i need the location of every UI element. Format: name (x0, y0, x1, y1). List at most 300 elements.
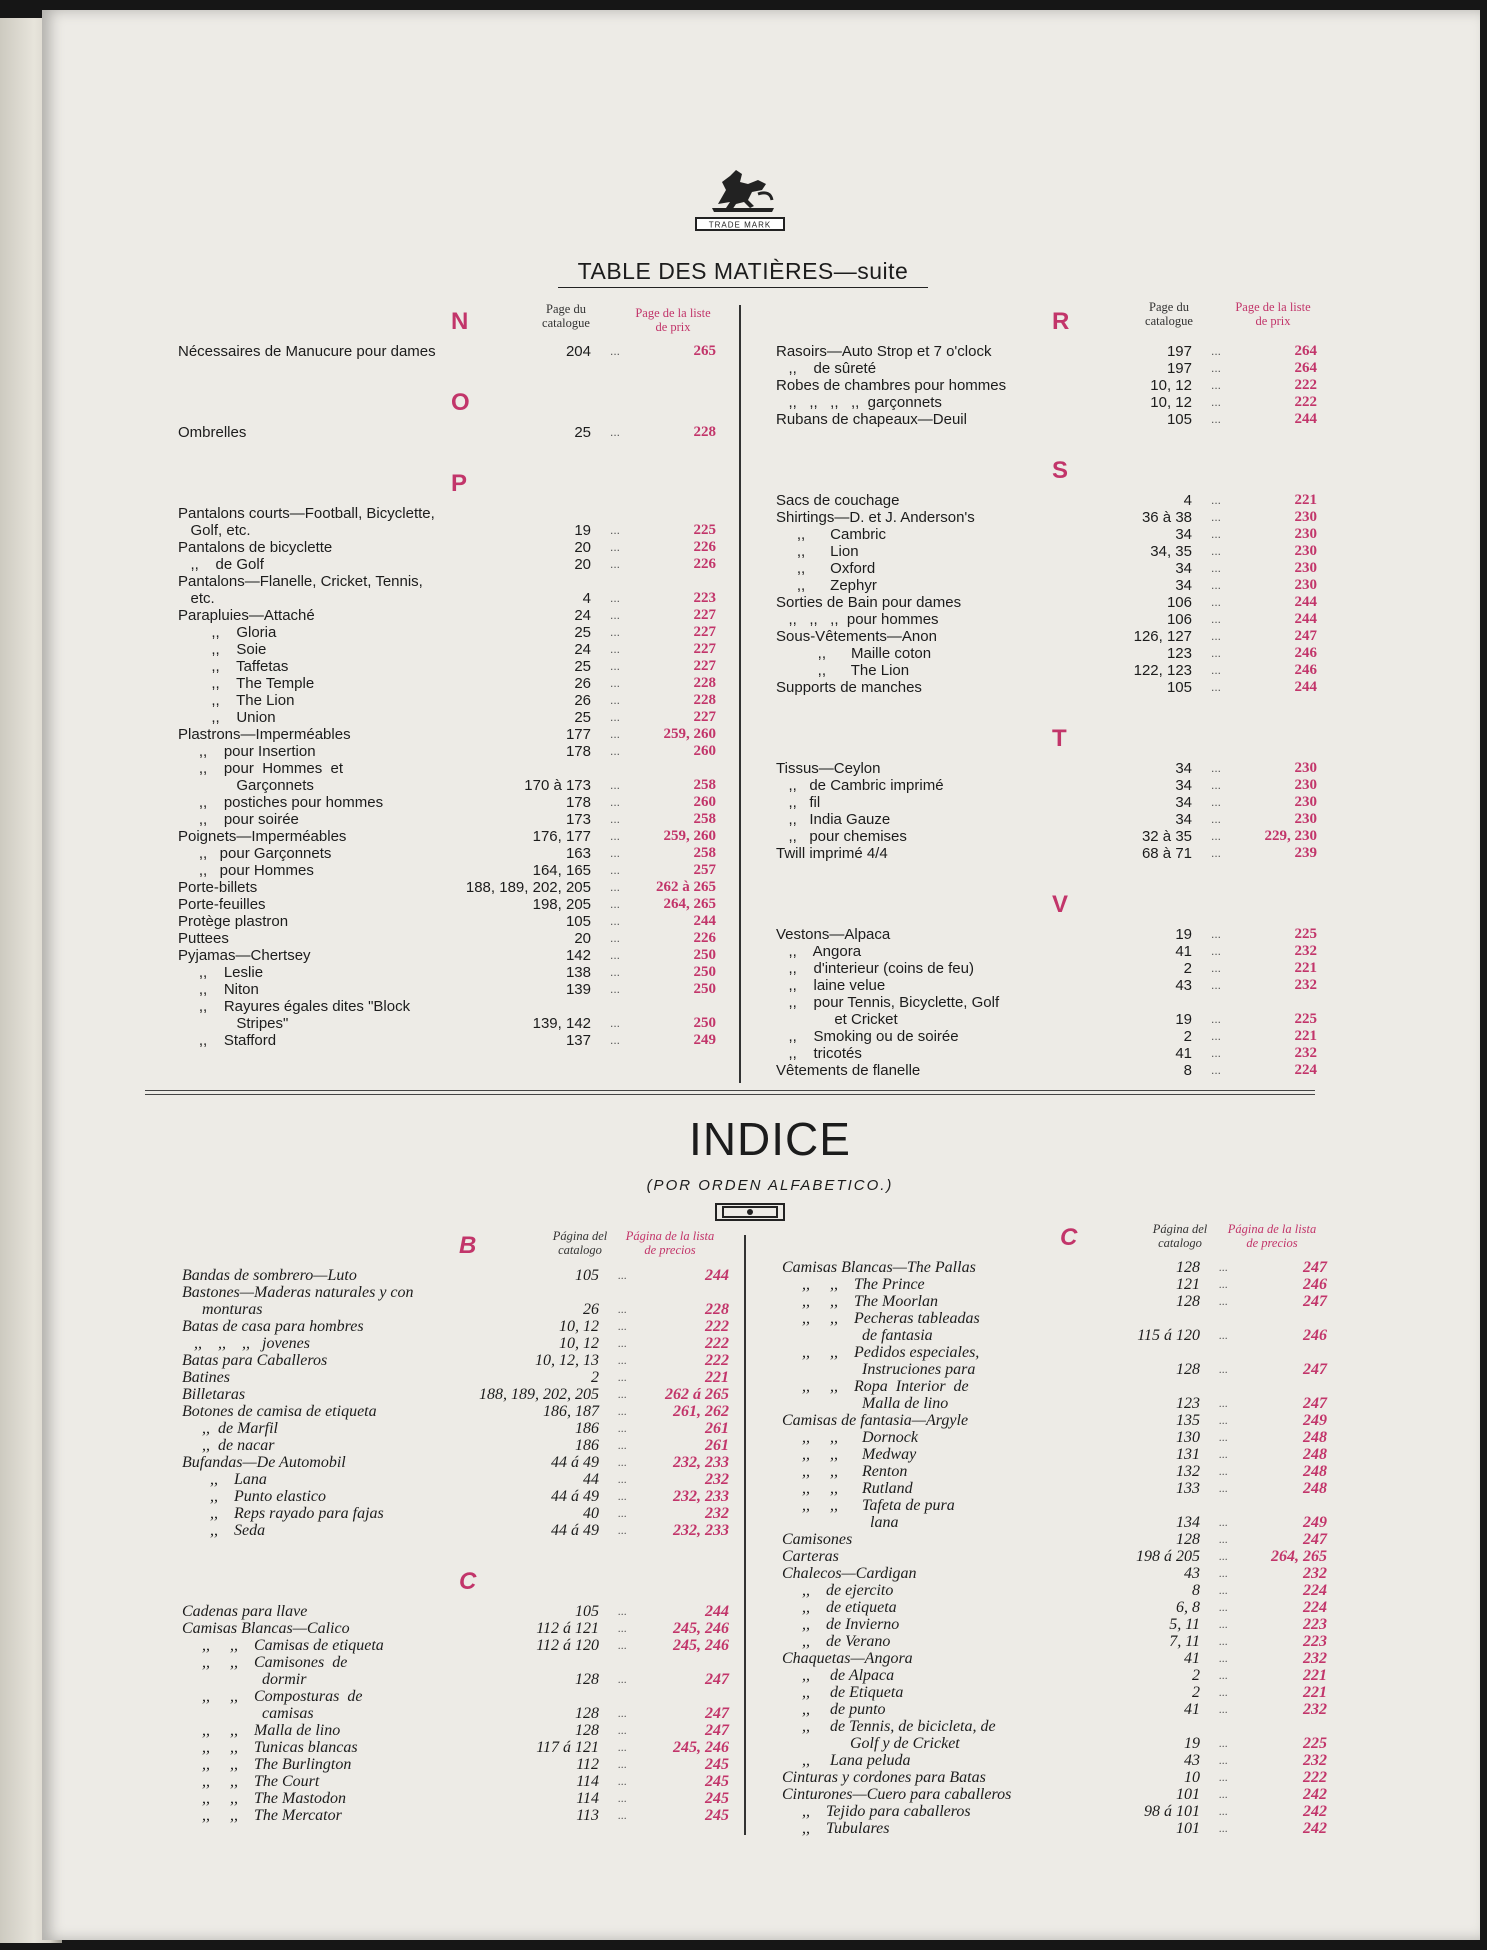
leader-dots: ... (618, 1387, 627, 1401)
price-list-page: 244 (1294, 611, 1317, 627)
catalogue-page: 8 (1192, 1582, 1200, 1599)
catalogue-page: 128 (575, 1671, 599, 1688)
catalogue-page: 164, 165 (532, 862, 591, 879)
index-entry (776, 1062, 1336, 1079)
entry-label: ,, de Verano (782, 1633, 891, 1650)
catalogue-page: 198 á 205 (1136, 1548, 1200, 1565)
index-entry (178, 777, 728, 794)
price-list-page: 228 (693, 424, 716, 440)
index-entry (182, 1301, 732, 1318)
index-entry (782, 1735, 1342, 1752)
leader-dots: ... (618, 1302, 627, 1316)
leader-dots: ... (618, 1404, 627, 1418)
price-list-page: 258 (693, 845, 716, 861)
leader-dots: ... (610, 931, 621, 945)
leader-dots: ... (1211, 395, 1222, 409)
index-entry (776, 977, 1336, 994)
price-list-page: 260 (693, 743, 716, 759)
entry-label: Cadenas para llave (182, 1603, 308, 1620)
catalogue-page: 10, 12 (1150, 377, 1192, 394)
catalogue-page: 178 (565, 794, 591, 811)
index-entry (182, 1671, 732, 1688)
section-letter (776, 725, 1336, 760)
price-list-page: 247 (705, 1671, 729, 1688)
leader-dots: ... (1211, 527, 1222, 541)
entry-label: Ombrelles (178, 424, 247, 441)
leader-dots: ... (618, 1353, 627, 1367)
index-entry (776, 594, 1336, 611)
price-list-page: 232 (1303, 1752, 1327, 1769)
index-entry (182, 1488, 732, 1505)
catalogue-page: 186 (575, 1437, 599, 1454)
catalogue-page: 128 (575, 1722, 599, 1739)
catalogue-page: 176, 177 (532, 828, 591, 845)
leader-dots: ... (1219, 1787, 1228, 1801)
index-entry (178, 794, 728, 811)
leader-dots: ... (1211, 646, 1222, 660)
leader-dots: ... (1219, 1532, 1228, 1546)
section-letter-o: O (451, 389, 470, 416)
index-entry (178, 726, 728, 743)
index-entry (776, 794, 1336, 811)
leader-dots: ... (1211, 612, 1222, 626)
entry-label: Cinturas y cordones para Batas (782, 1769, 986, 1786)
leader-dots: ... (618, 1472, 627, 1486)
leader-dots: ... (610, 693, 621, 707)
price-list-page: 229, 230 (1264, 828, 1317, 844)
section-letter (182, 1232, 732, 1267)
price-list-page: 245 (705, 1790, 729, 1807)
leader-dots: ... (1219, 1804, 1228, 1818)
catalogue-page: 34 (1175, 526, 1192, 543)
leader-dots: ... (1211, 412, 1222, 426)
index-entry (782, 1514, 1342, 1531)
entry-label: ,, ,, Medway (782, 1446, 917, 1463)
catalogue-page: 105 (1166, 679, 1192, 696)
entry-label: ,, ,, Ropa Interior de (782, 1378, 969, 1395)
entry-label: Camisas de fantasia—Argyle (782, 1412, 969, 1429)
catalogue-page: 34 (1175, 777, 1192, 794)
leader-dots: ... (1219, 1685, 1228, 1699)
entry-label: ,, Union (178, 709, 276, 726)
index-entry (178, 573, 728, 590)
entry-label: Supports de manches (776, 679, 922, 696)
leader-dots: ... (618, 1757, 627, 1771)
index-entry (776, 777, 1336, 794)
entry-label: Vestons—Alpaca (776, 926, 891, 943)
leader-dots: ... (1211, 510, 1222, 524)
price-list-page: 261 (705, 1437, 729, 1454)
price-list-page: 232, 233 (673, 1454, 729, 1471)
header-catalogo-right: Página del catalogo (1152, 1222, 1208, 1250)
price-list-page: 244 (705, 1603, 729, 1620)
entry-label: Instruciones para (782, 1361, 976, 1378)
catalogue-page: 128 (1176, 1531, 1200, 1548)
catalogue-page: 2 (1183, 1028, 1192, 1045)
index-entry (182, 1284, 732, 1301)
leader-dots: ... (1219, 1413, 1228, 1427)
leader-dots: ... (1211, 1063, 1222, 1077)
catalogue-page: 34 (1175, 811, 1192, 828)
price-list-page: 222 (705, 1335, 729, 1352)
catalogue-page: 163 (565, 845, 591, 862)
section-letter (178, 308, 728, 343)
index-entry (782, 1548, 1342, 1565)
section-letter-s: S (1052, 457, 1069, 484)
catalogue-page: 170 à 173 (524, 777, 591, 794)
index-entry (178, 675, 728, 692)
price-list-page: 262 à 265 (656, 879, 716, 895)
entry-label: monturas (182, 1301, 263, 1318)
section-letter (776, 891, 1336, 926)
index-entry (776, 943, 1336, 960)
index-entry (776, 509, 1336, 526)
index-entry (782, 1582, 1342, 1599)
catalogue-page: 114 (576, 1790, 599, 1807)
index-entry (776, 811, 1336, 828)
catalogue-page: 2 (1183, 960, 1192, 977)
entry-label: ,, The Lion (776, 662, 910, 679)
entry-label: ,, Maille coton (776, 645, 932, 662)
index-entry (178, 692, 728, 709)
price-list-page: 223 (693, 590, 716, 606)
index-entry (182, 1386, 732, 1403)
entry-label: Bufandas—De Automobil (182, 1454, 346, 1471)
entry-label: ,, de Tennis, de bicicleta, de (782, 1718, 996, 1735)
price-list-page: 245 (705, 1756, 729, 1773)
price-list-page: 224 (1303, 1582, 1327, 1599)
price-list-page: 249 (693, 1032, 716, 1048)
entry-label: ,, pour Garçonnets (178, 845, 332, 862)
index-entry (782, 1327, 1342, 1344)
entry-label: ,, pour Hommes (178, 862, 314, 879)
price-list-page: 249 (1303, 1412, 1327, 1429)
price-list-page: 227 (693, 607, 716, 623)
ornament-icon (715, 1203, 785, 1221)
price-list-page: 250 (693, 947, 716, 963)
leader-dots: ... (1219, 1294, 1228, 1308)
catalogue-page: 112 á 121 (536, 1620, 599, 1637)
catalogue-page: 4 (582, 590, 591, 607)
price-list-page: 232 (1303, 1565, 1327, 1582)
entry-label: Billetaras (182, 1386, 246, 1403)
index-entry (782, 1820, 1342, 1837)
index-entry (182, 1739, 732, 1756)
header-catalogue-right: Page du catalogue (1145, 300, 1193, 328)
entry-label: camisas (182, 1705, 314, 1722)
index-entry (182, 1318, 732, 1335)
catalogue-page: 41 (1175, 1045, 1192, 1062)
leader-dots: ... (1219, 1447, 1228, 1461)
index-entry (782, 1752, 1342, 1769)
index-entry (782, 1259, 1342, 1276)
index-entry (182, 1505, 732, 1522)
price-list-page: 257 (693, 862, 716, 878)
entry-label: ,, laine velue (776, 977, 886, 994)
catalogue-page: 117 á 121 (536, 1739, 599, 1756)
price-list-page: 247 (705, 1722, 729, 1739)
catalogue-page: 2 (1192, 1684, 1200, 1701)
price-list-page: 242 (1303, 1803, 1327, 1820)
leader-dots: ... (1211, 595, 1222, 609)
catalogue-page: 173 (565, 811, 591, 828)
entry-label: ,, ,, Camisones de (182, 1654, 348, 1671)
index-entry (776, 577, 1336, 594)
entry-label: Bandas de sombrero—Luto (182, 1267, 357, 1284)
index-entry (782, 1786, 1342, 1803)
entry-label: Poignets—Imperméables (178, 828, 347, 845)
entry-label: Porte-billets (178, 879, 258, 896)
entry-label: Rubans de chapeaux—Deuil (776, 411, 967, 428)
price-list-page: 221 (1294, 492, 1317, 508)
index-entry (182, 1369, 732, 1386)
price-list-page: 261 (705, 1420, 729, 1437)
entry-label: ,, Oxford (776, 560, 876, 577)
leader-dots: ... (1219, 1702, 1228, 1716)
entry-label: ,, pour chemises (776, 828, 907, 845)
leader-dots: ... (1211, 846, 1222, 860)
index-entry (782, 1633, 1342, 1650)
index-entry (178, 879, 728, 896)
catalogue-page: 135 (1176, 1412, 1200, 1429)
leader-dots: ... (1219, 1430, 1228, 1444)
price-list-page: 222 (705, 1318, 729, 1335)
leader-dots: ... (1211, 812, 1222, 826)
catalogue-page: 138 (565, 964, 591, 981)
entry-label: Pantalons de bicyclette (178, 539, 333, 556)
section-letter (178, 389, 728, 424)
index-entry (178, 896, 728, 913)
catalogue-page: 2 (591, 1369, 599, 1386)
catalogue-page: 123 (1176, 1395, 1200, 1412)
leader-dots: ... (1219, 1328, 1228, 1342)
catalogue-page: 139 (565, 981, 591, 998)
entry-label: Plastrons—Imperméables (178, 726, 351, 743)
leader-dots: ... (1211, 1046, 1222, 1060)
catalogue-page: 36 à 38 (1141, 509, 1192, 526)
catalogue-page: 25 (574, 658, 591, 675)
price-list-page: 227 (693, 624, 716, 640)
index-entry (178, 760, 728, 777)
section-letter-c: C (459, 1568, 477, 1595)
catalogue-page: 186, 187 (543, 1403, 599, 1420)
indice-heading: INDICE (689, 1113, 851, 1165)
catalogue-page: 137 (565, 1032, 591, 1049)
spanish-index-right-column (782, 1224, 1342, 1837)
entry-label: Robes de chambres pour hommes (776, 377, 1007, 394)
price-list-page: 230 (1294, 577, 1317, 593)
leader-dots: ... (1219, 1583, 1228, 1597)
catalogue-page: 19 (1175, 926, 1192, 943)
catalogue-page: 132 (1176, 1463, 1200, 1480)
price-list-page: 228 (693, 692, 716, 708)
price-list-page: 226 (693, 930, 716, 946)
entry-label: Chaquetas—Angora (782, 1650, 913, 1667)
catalogue-page: 34, 35 (1150, 543, 1192, 560)
index-entry (182, 1637, 732, 1654)
entry-label: ,, ,, Rutland (782, 1480, 913, 1497)
indice-subtitle: (POR ORDEN ALFABETICO.) (646, 1177, 894, 1194)
french-index-right-column (776, 308, 1336, 1079)
leader-dots: ... (618, 1740, 627, 1754)
index-entry (182, 1603, 732, 1620)
catalogue-page: 131 (1176, 1446, 1200, 1463)
catalogue-page: 126, 127 (1133, 628, 1192, 645)
entry-label: ,, ,, Malla de lino (182, 1722, 341, 1739)
index-entry (182, 1454, 732, 1471)
index-entry (782, 1803, 1342, 1820)
catalogue-page: 24 (574, 641, 591, 658)
catalogue-page: 25 (574, 424, 591, 441)
catalogue-page: 198, 205 (532, 896, 591, 913)
price-list-page: 247 (1294, 628, 1317, 644)
section-letter-r: R (1052, 308, 1070, 335)
leader-dots: ... (618, 1638, 627, 1652)
catalogue-page: 26 (583, 1301, 599, 1318)
price-list-page: 244 (705, 1267, 729, 1284)
price-list-page: 247 (1303, 1531, 1327, 1548)
index-entry (782, 1667, 1342, 1684)
index-entry (182, 1705, 732, 1722)
entry-label: ,, ,, Pedidos especiales, (782, 1344, 980, 1361)
price-list-page: 232 (705, 1471, 729, 1488)
leader-dots: ... (610, 523, 621, 537)
price-list-page: 247 (1303, 1293, 1327, 1310)
leader-dots: ... (610, 591, 621, 605)
section-letter (182, 1568, 732, 1603)
index-entry (182, 1522, 732, 1539)
entry-label: Stripes" (178, 1015, 289, 1032)
leader-dots: ... (1219, 1396, 1228, 1410)
catalogue-page: 115 á 120 (1137, 1327, 1200, 1344)
index-entry (178, 658, 728, 675)
entry-label: ,, pour Tennis, Bicyclette, Golf (776, 994, 1000, 1011)
index-entry (776, 360, 1336, 377)
index-entry (182, 1620, 732, 1637)
leader-dots: ... (1219, 1753, 1228, 1767)
catalogue-page: 20 (574, 556, 591, 573)
entry-label: Parapluies—Attaché (178, 607, 315, 624)
entry-label: lana (782, 1514, 899, 1531)
price-list-page: 227 (693, 658, 716, 674)
entry-label: ,, Angora (776, 943, 862, 960)
leader-dots: ... (610, 710, 621, 724)
price-list-page: 232, 233 (673, 1488, 729, 1505)
catalogue-page: 10 (1184, 1769, 1200, 1786)
price-list-page: 225 (1294, 926, 1317, 942)
entry-label: ,, de Invierno (782, 1616, 900, 1633)
entry-label: Malla de lino (782, 1395, 949, 1412)
entry-label: ,, Rayures égales dites "Block (178, 998, 411, 1015)
index-entry (776, 662, 1336, 679)
entry-label: ,, India Gauze (776, 811, 891, 828)
price-list-page: 262 á 265 (665, 1386, 729, 1403)
leader-dots: ... (618, 1774, 627, 1788)
price-list-page: 232 (1294, 1045, 1317, 1061)
entry-label: Golf, etc. (178, 522, 251, 539)
entry-label: ,, Zephyr (776, 577, 877, 594)
price-list-page: 245, 246 (673, 1739, 729, 1756)
entry-label: etc. (178, 590, 215, 607)
index-entry (776, 645, 1336, 662)
price-list-page: 258 (693, 777, 716, 793)
index-entry (782, 1497, 1342, 1514)
leader-dots: ... (618, 1506, 627, 1520)
leader-dots: ... (610, 914, 621, 928)
entry-label: ,, de etiqueta (782, 1599, 897, 1616)
entry-label: ,, pour Hommes et (178, 760, 344, 777)
price-list-page: 222 (1294, 394, 1317, 410)
catalogue-page: 44 á 49 (551, 1522, 599, 1539)
price-list-page: 258 (693, 811, 716, 827)
index-entry (182, 1756, 732, 1773)
lion-trademark-logo (692, 160, 788, 232)
catalogue-page: 128 (1176, 1361, 1200, 1378)
entry-label: ,, Lana (182, 1471, 267, 1488)
entry-label: ,, ,, Camisas de etiqueta (182, 1637, 384, 1654)
catalogue-page: 98 á 101 (1144, 1803, 1200, 1820)
price-list-page: 222 (705, 1352, 729, 1369)
catalogue-page: 101 (1176, 1786, 1200, 1803)
catalogue-page: 105 (565, 913, 591, 930)
catalogue-page: 114 (576, 1773, 599, 1790)
price-list-page: 226 (693, 539, 716, 555)
catalogue-page: 2 (1192, 1667, 1200, 1684)
index-entry (178, 624, 728, 641)
leader-dots: ... (610, 642, 621, 656)
entry-label: Bastones—Maderas naturales y con (182, 1284, 414, 1301)
leader-dots: ... (1211, 761, 1222, 775)
price-list-page: 248 (1303, 1429, 1327, 1446)
index-entry (178, 522, 728, 539)
leader-dots: ... (1219, 1515, 1228, 1529)
entry-label: ,, ,, Tunicas blancas (182, 1739, 358, 1756)
index-entry (178, 913, 728, 930)
entry-label: ,, Leslie (178, 964, 264, 981)
price-list-page: 259, 260 (663, 726, 716, 742)
catalogue-page: 19 (574, 522, 591, 539)
entry-label: Batas para Caballeros (182, 1352, 328, 1369)
catalogue-page: 44 (583, 1471, 599, 1488)
catalogue-page: 43 (1184, 1752, 1200, 1769)
entry-label: ,, ,, The Prince (782, 1276, 925, 1293)
index-entry (776, 492, 1336, 509)
leader-dots: ... (1211, 578, 1222, 592)
price-list-page: 264, 265 (1271, 1548, 1327, 1565)
leader-dots: ... (1219, 1566, 1228, 1580)
entry-label: ,, Punto elastico (182, 1488, 326, 1505)
leader-dots: ... (1211, 361, 1222, 375)
index-entry (178, 641, 728, 658)
catalogue-page: 10, 12, 13 (535, 1352, 599, 1369)
price-list-page: 221 (705, 1369, 729, 1386)
catalogue-page: 44 á 49 (551, 1488, 599, 1505)
leader-dots: ... (610, 344, 621, 358)
price-list-page: 230 (1294, 526, 1317, 542)
catalogue-page: 41 (1175, 943, 1192, 960)
price-list-page: 225 (1303, 1735, 1327, 1752)
price-list-page: 259, 260 (663, 828, 716, 844)
index-entry (776, 845, 1336, 862)
header-catalogue-left: Page du catalogue (542, 302, 590, 330)
price-list-page: 244 (1294, 411, 1317, 427)
entry-label: ,, de sûreté (776, 360, 877, 377)
price-list-page: 232 (1294, 977, 1317, 993)
entry-label: ,, Lana peluda (782, 1752, 911, 1769)
index-entry (776, 760, 1336, 777)
section-letter-n: N (451, 308, 469, 335)
section-letter-p: P (451, 470, 468, 497)
